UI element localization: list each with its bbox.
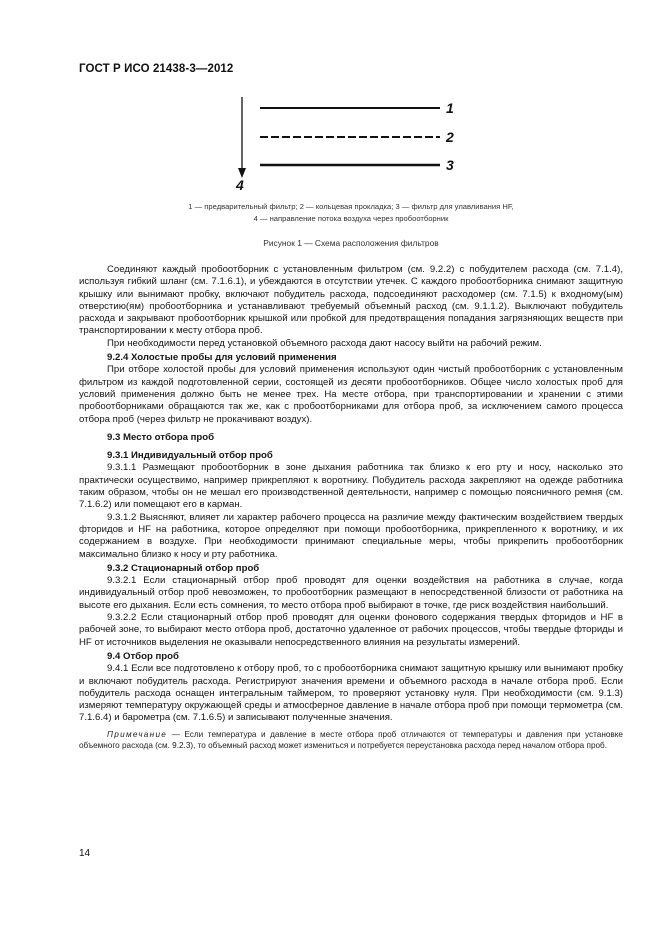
- paragraph: 9.4.1 Если все подготовлено к отбору проб, то с пробоотборника снимают защитную крышку или вынимают пробку и включают побудитель расхода. Регистрируют значения времени и объемного расхода в начале отбора проб. Если побудитель расхода оснащен интегральным таймером, то проверяют установку нуля. При необходимости (см. 9.1.3) измеряют температуру окружающей среды и атмосферное давление в начале отбора проб при помощи термометра (см. 7.1.6.4) и барометра (см. 7.1.6.5) и записывают полученные значения.: [79, 663, 623, 724]
- section-heading: 9.3.2 Стационарный отбор проб: [107, 562, 260, 574]
- page-number: 14: [79, 848, 91, 859]
- note-label: Примечание: [107, 729, 168, 739]
- filter-diagram: [230, 95, 470, 195]
- figure-legend-line-1: 1 — предварительный фильтр; 2 — кольцевая прокладка; 3 — фильтр для улавливания HF,: [188, 202, 514, 211]
- figure-caption: Рисунок 1 — Схема расположения фильтров: [263, 238, 439, 248]
- section-heading: 9.2.4 Холостые пробы для условий применения: [107, 352, 337, 364]
- paragraph: При необходимости перед установкой объемного расхода дают насосу выйти на рабочий режим.: [107, 337, 542, 349]
- main-text: [79, 264, 623, 752]
- paragraph: Соединяют каждый пробоотборник с установленным фильтром (см. 9.2.2) с побудителем расхода (см. 7.1.4), используя гибкий шланг (см. 7.1.6.1), и убеждаются в отсутствии утечек. С каждого пробоотборника снимают защитную крышку или вынимают пробку, включают побудитель расхода, подсоединяют расходомер (см. 7.1.5) к входному(ым) отверстию(ям) пробоотборника и устанавливают требуемый объемный расход (см. 9.1.1.2). Выключают побудитель расхода и закрывают пробоотборник крышкой или пробкой для предотвращения попадания загрязняющих веществ при транспортировании к месту отбора проб.: [79, 264, 623, 337]
- paragraph: 9.3.2.1 Если стационарный отбор проб проводят для оценки воздействия на работника в случае, когда индивидуальный отбор проб невозможен, то пробоотборник размещают в непосредственной близости от работника на высоте его дыхания. Если есть сомнения, то место отбора проб выбирают в точке, где риск воздействия наибольший.: [79, 575, 623, 611]
- document-header: ГОСТ Р ИСО 21438-3—2012: [79, 63, 234, 75]
- section-heading: 9.3 Место отбора проб: [107, 431, 215, 443]
- paragraph: 9.3.2.2 Если стационарный отбор проб проводят для оценки фонового содержания твердых фторидов и HF в рабочей зоне, то выбирают место отбора проб, достаточно удаленное от рабочих процессов, чтобы твердые фториды и HF от источников выделения не оказывали непосредственного влияния на результаты измерений.: [79, 612, 623, 648]
- section-heading: 9.3.1 Индивидуальный отбор проб: [107, 450, 273, 462]
- label-1: 1: [446, 100, 454, 116]
- label-2: 2: [446, 129, 454, 145]
- paragraph: 9.3.1.2 Выясняют, влияет ли характер рабочего процесса на различие между фактическим воздействием твердых фторидов и HF на работника, которое определяют при помощи пробоотборника, прикрепленного к воротнику, и их содержанием в воздухе. При необходимости принимают специальные меры, чтобы прикрепить пробоотборник максимально близко к носу и рту работника.: [79, 511, 623, 560]
- section-heading: 9.4 Отбор проб: [107, 650, 179, 662]
- note: [79, 729, 623, 752]
- label-3: 3: [446, 157, 454, 173]
- filter-diagram-svg: [230, 95, 470, 195]
- paragraph: При отборе холостой пробы для условий применения используют один чистый пробоотборник с установленным фильтром из каждой подготовленной серии, состоящей из десяти пробоотборников. Общее число холостых проб для условий применения должно быть не менее трех. На месте отбора, при транспортировании и хранении с этими пробоотборниками обращаются так же, как с пробоотборниками для отбора проб, за исключением самого процесса отбора проб (через фильтр не прокачивают воздух).: [79, 364, 623, 425]
- note-text: — Если температура и давление в месте отбора проб отличаются от температуры и давления при установке объемного расхода (см. 9.2.3), то объемный расход может измениться и потребуется переустановка расхода перед началом отбора проб.: [79, 729, 623, 751]
- label-4: 4: [236, 177, 244, 193]
- paragraph: 9.3.1.1 Размещают пробоотборник в зоне дыхания работника так близко к его рту и носу, насколько это практически осуществимо, например прикрепляют к воротнику. Побудитель расхода закрепляют на одежде работника таким образом, чтобы он не мешал его производственной деятельности, например с помощью поясничного ремня (см. 7.1.6.2) или помещают его в карман.: [79, 462, 623, 511]
- figure-legend-line-2: 4 — направление потока воздуха через пробоотборник: [253, 214, 449, 223]
